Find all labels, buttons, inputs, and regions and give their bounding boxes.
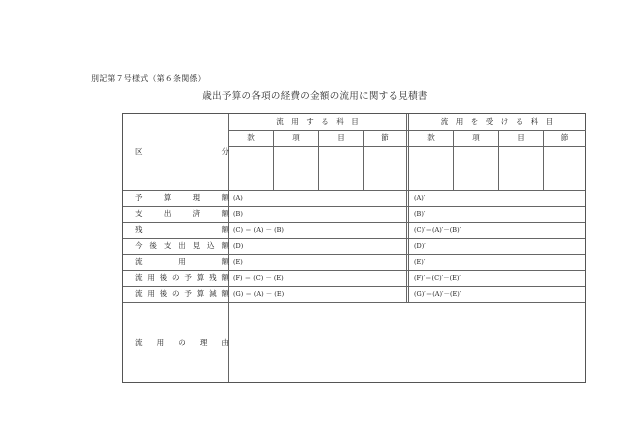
row-label-char: 見 (192, 241, 201, 250)
header-line-1 (228, 130, 586, 131)
double-divider (406, 114, 409, 302)
row-label-char: の (172, 289, 180, 298)
row-label-char: 予 (184, 273, 192, 282)
right-formula: (G)′＝(A)′－(E)′ (414, 290, 462, 298)
row-label (135, 290, 229, 298)
reason-label-char: の (178, 338, 186, 347)
row-label-char: 残 (135, 225, 143, 234)
row-label-char: 後 (159, 289, 168, 298)
row-line (123, 286, 585, 287)
subcol-setsu: 節 (381, 133, 389, 142)
right-formula: (D)′ (414, 242, 426, 250)
row-label (135, 226, 229, 234)
right-column-header: 流 用 を 受 け る 科 目 (440, 117, 554, 126)
right-formula: (E)′ (414, 258, 426, 266)
reason-label-char: 理 (199, 338, 208, 347)
left-formula: (B) (233, 210, 243, 218)
row-line (123, 222, 585, 223)
row-label-char: 込 (207, 241, 215, 250)
row-label-char: 減 (209, 289, 217, 298)
left-formula: (F) ＝ (C) － (E) (233, 274, 284, 282)
right-formula: (F)′＝(C)′－(E)′ (414, 274, 461, 282)
subcol-kou: 項 (292, 133, 300, 142)
row-line (123, 254, 585, 255)
reason-label-char: 用 (156, 338, 165, 347)
kubun-label: 区 分 (135, 147, 229, 156)
row-label-char: 残 (209, 273, 217, 282)
row-label-char: 現 (192, 193, 201, 202)
subcol-moku: 目 (337, 133, 345, 142)
right-formula: (B)′ (414, 210, 426, 218)
row-label-char: 用 (147, 273, 155, 282)
row-label-char: 額 (221, 209, 229, 218)
form-title: 歳出予算の各項の経費の金額の流用に関する見積書 (202, 91, 428, 102)
row-label-char: 流 (135, 273, 143, 282)
row-line (123, 190, 585, 191)
row-label-char: 額 (221, 273, 229, 282)
reason-label (135, 339, 229, 347)
row-line (123, 270, 585, 271)
header-line-2 (228, 146, 586, 147)
form-caption: 別記第７号様式（第６条関係） (91, 74, 206, 83)
row-label-char: 済 (192, 209, 201, 218)
left-formula: (G) ＝ (A) － (E) (233, 290, 285, 298)
row-label-char: 額 (221, 241, 229, 250)
row-label (135, 242, 229, 250)
left-formula: (C) ＝ (A) － (B) (233, 226, 284, 234)
row-label-char: 額 (221, 193, 229, 202)
row-label-char: 予 (184, 289, 192, 298)
row-label-char: 用 (178, 257, 186, 266)
row-line (123, 238, 585, 239)
estimate-table (122, 113, 586, 383)
row-label-char: 額 (221, 289, 229, 298)
right-formula: (A)′ (414, 194, 426, 202)
row-label (135, 194, 229, 202)
row-label-char: 算 (196, 289, 205, 298)
row-label (135, 258, 229, 266)
row-line (123, 302, 585, 303)
row-label (135, 274, 229, 282)
left-formula: (D) (233, 242, 244, 250)
row-label (135, 210, 229, 218)
row-label-char: 後 (149, 241, 157, 250)
row-label-char: 支 (163, 241, 172, 250)
subcol-kan: 款 (247, 133, 255, 142)
row-label-char: 今 (135, 241, 143, 250)
subcol-kou: 項 (472, 133, 480, 142)
left-formula: (A) (233, 194, 243, 202)
row-label-char: 用 (147, 289, 155, 298)
row-label-char: 流 (135, 257, 143, 266)
row-line (123, 206, 585, 207)
right-formula: (C)′＝(A)′－(B)′ (414, 226, 462, 234)
left-column-header: 流 用 す る 科 目 (276, 117, 359, 126)
row-label-char: 予 (135, 193, 143, 202)
subcol-moku: 目 (517, 133, 525, 142)
row-label-char: の (172, 273, 180, 282)
row-label-char: 支 (135, 209, 143, 218)
row-label-char: 額 (221, 225, 229, 234)
reason-label-char: 流 (135, 338, 143, 347)
subcol-kan: 款 (427, 133, 435, 142)
row-label-char: 額 (221, 257, 229, 266)
subcol-setsu: 節 (560, 133, 569, 142)
row-label-char: 出 (178, 241, 186, 250)
row-label-char: 後 (159, 273, 168, 282)
row-label-char: 出 (163, 209, 172, 218)
reason-label-char: 由 (221, 338, 229, 347)
left-formula: (E) (233, 258, 243, 266)
row-label-char: 流 (135, 289, 143, 298)
row-label-char: 算 (196, 273, 205, 282)
row-label-char: 算 (163, 193, 172, 202)
